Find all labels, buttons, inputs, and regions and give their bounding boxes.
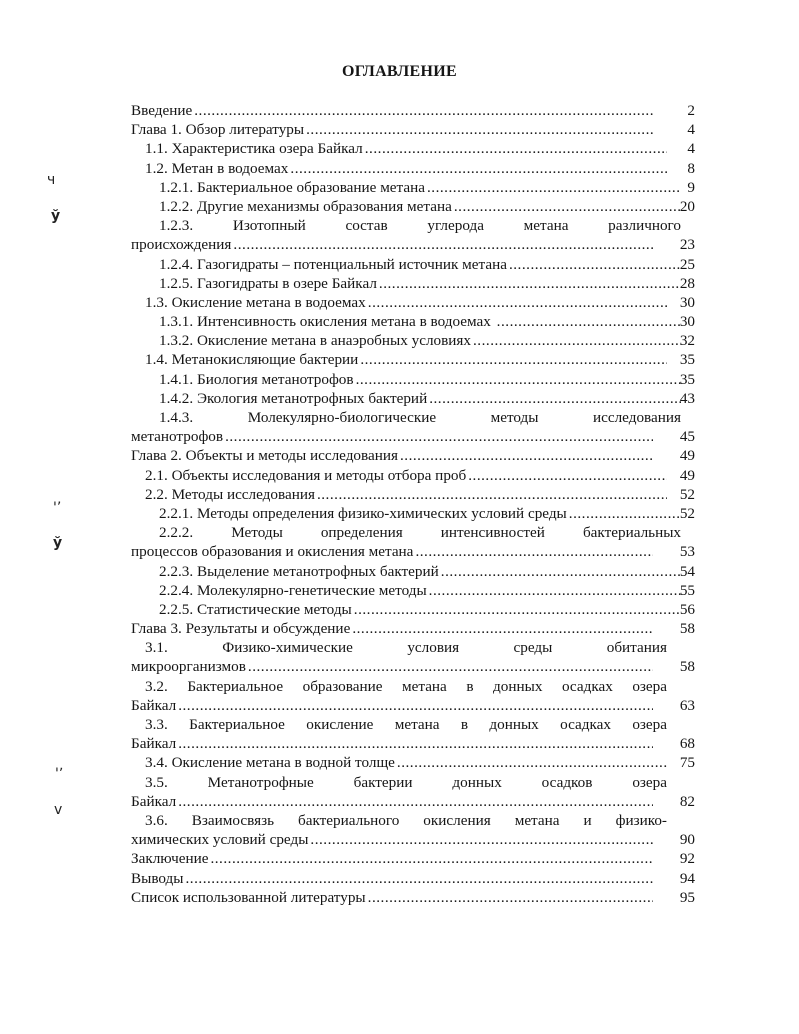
dot-leader [304,120,653,139]
toc-entry [131,485,695,504]
toc-entry-continuation: метанотрофов [131,428,224,446]
toc-page-number: 52 [679,485,695,503]
toc-page-number: 55 [679,581,695,599]
toc-entry-title: 2.2.3. Выделение метанотрофных бактерий [159,562,439,580]
toc-entry-title: 2.2. Методы исследования [145,485,315,503]
toc-page-number: 35 [679,370,695,388]
dot-leader [352,600,681,619]
toc-entry [131,312,695,331]
toc-entry [131,773,695,811]
toc-entry-title: 2.1. Объекты исследования и методы отбора проб [145,466,467,484]
dot-leader [184,869,654,888]
toc-entry-title: 3.4. Окисление метана в водной толще [145,754,395,772]
dot-leader [439,562,681,581]
toc-entry [131,101,695,120]
dot-leader [427,581,681,600]
toc-page-number: 45 [679,428,695,446]
toc-entry-title: 1.3. Окисление метана в водоемах [145,293,366,311]
toc-entry-title: 1.4.3. Молекулярно-биологические методы исследования [159,409,681,426]
dot-leader [466,466,667,485]
toc-entry [131,389,695,408]
dot-leader [358,350,667,369]
dot-leader [315,485,667,504]
toc-entry-title: 3.5. Метанотрофные бактерии донных осадков озера [145,773,667,791]
dot-leader [176,696,653,715]
toc-entry-continuation: Байкал [131,735,177,753]
toc-page-number: 54 [679,562,695,580]
toc-entry-title: 2.2.2. Методы определения интенсивностей бактериальных [159,524,681,542]
toc-entry-continuation: Байкал [131,792,177,810]
dot-leader [413,542,653,561]
toc-page-number: 23 [679,236,695,254]
toc-page-number: 52 [679,504,695,522]
toc-entry-title: 1.2.4. Газогидраты – потенциальный источник метана [159,255,507,273]
toc-entry-title: 3.3. Бактериальное окисление метана в донных осадках озера [145,716,667,733]
margin-mark: ч [47,172,56,188]
toc-page-number: 35 [679,351,695,369]
toc-page-number: 75 [679,754,695,772]
toc-entry [131,197,695,216]
toc-page-number: 53 [679,543,695,561]
toc-entry [131,753,695,772]
toc-page-number: 8 [687,159,695,177]
toc-page-number: 92 [679,850,695,868]
dot-leader [231,235,653,254]
toc-entry-title: 1.4. Метанокисляющие бактерии [145,351,359,369]
toc-page-number: 49 [679,466,695,484]
dot-leader [495,312,681,331]
toc-page-number: 20 [679,197,695,215]
dot-leader [366,293,667,312]
toc-entry-continuation: микроорганизмов [131,658,246,676]
toc-page-number: 68 [679,735,695,753]
toc-entry [131,466,695,485]
dot-leader [427,389,681,408]
toc-entry [131,255,695,274]
toc-page-number: 2 [687,102,695,119]
dot-leader [246,657,653,676]
toc-entry-title: 1.4.1. Биология метанотрофов [159,370,354,388]
toc-page-number: 43 [679,389,695,407]
toc-entry [131,638,695,676]
dot-leader [354,370,681,389]
toc-entry [131,677,695,715]
dot-leader [363,139,667,158]
toc-entry-title: 2.2.4. Молекулярно-генетические методы [159,581,427,599]
toc-page-number: 95 [679,888,695,906]
toc-entry [131,581,695,600]
toc-page-number: 58 [679,620,695,638]
toc-page-number: 49 [679,447,695,465]
toc-entry-title: 1.3.1. Интенсивность окисления метана в водоемах [159,313,495,331]
toc-entry [131,811,695,849]
toc-entry-title: Введение [131,102,193,119]
toc-entry [131,370,695,389]
toc-entry-continuation: происхождения [131,236,232,254]
toc-entry [131,350,695,369]
dot-leader [288,159,667,178]
toc-entry-title: 3.1. Физико-химические условия среды обитания [145,639,667,657]
dot-leader [366,888,653,907]
dot-leader [208,849,653,868]
dot-leader [452,197,681,216]
toc-entry [131,523,695,561]
toc-entry [131,159,695,178]
dot-leader [377,274,681,293]
dot-leader [176,792,653,811]
toc-entry-title: 3.2. Бактериальное образование метана в донных осадках озера [145,677,667,695]
toc-page-number: 4 [687,140,695,158]
toc-entry-title: 1.2.3. Изотопный состав углерода метана различного [159,217,681,235]
toc-entry-title: 1.1. Характеристика озера Байкал [145,140,363,158]
dot-leader [176,734,653,753]
toc-entry-title: 1.4.2. Экология метанотрофных бактерий [159,389,428,407]
dot-leader [471,331,681,350]
toc-entry [131,619,695,638]
toc-entry-title: 2.2.5. Статистические методы [159,600,352,618]
dot-leader [308,830,653,849]
toc-entry [131,408,695,446]
dot-leader [398,446,653,465]
toc-page-number: 4 [687,121,695,139]
dot-leader [192,101,653,120]
toc-entry-title: 1.2.1. Бактериальное образование метана [159,178,425,196]
toc-entry-title: 1.2. Метан в водоемах [145,159,289,177]
toc-page-number: 30 [679,293,695,311]
margin-mark: ⅴ [54,802,63,818]
toc-page-number: 30 [679,313,695,331]
toc-page-number: 58 [679,658,695,676]
toc-entry [131,562,695,581]
table-of-contents [131,101,695,907]
toc-entry [131,331,695,350]
toc-entry-title: 1.2.5. Газогидраты в озере Байкал [159,274,377,292]
margin-mark: ў [51,208,61,224]
toc-entry [131,293,695,312]
toc-page-number: 94 [679,869,695,887]
toc-entry-title: 1.2.2. Другие механизмы образования метана [159,197,452,215]
toc-entry-title: 3.6. Взаимосвязь бактериального окисления метана и физико- [145,811,667,829]
margin-mark: 'ʼ [55,766,64,782]
margin-mark: ў [53,535,63,551]
toc-entry-title: Глава 2. Объекты и методы исследования [131,447,398,465]
toc-entry [131,216,695,254]
toc-entry [131,888,695,907]
toc-entry-title: Глава 1. Обзор литературы [131,121,305,139]
toc-page-number: 90 [679,831,695,849]
toc-entry-title: 2.2.1. Методы определения физико-химических условий среды [159,504,567,522]
toc-entry [131,715,695,753]
toc-entry-title: Глава 3. Результаты и обсуждение [131,620,351,638]
toc-entry [131,504,695,523]
toc-page-number: 56 [679,600,695,618]
toc-entry [131,869,695,888]
toc-entry-continuation: Байкал [131,696,177,714]
toc-entry-title: Выводы [131,869,184,887]
toc-entry [131,600,695,619]
toc-entry [131,139,695,158]
toc-entry [131,446,695,465]
toc-entry [131,274,695,293]
toc-page-number: 25 [679,255,695,273]
toc-entry-title: 1.3.2. Окисление метана в анаэробных условиях [159,332,471,350]
toc-page-number: 32 [679,332,695,350]
toc-page-number: 82 [679,792,695,810]
margin-mark: '’ [53,500,62,516]
toc-entry-title: Заключение [131,850,209,868]
dot-leader [350,619,653,638]
toc-entry [131,849,695,868]
toc-entry [131,178,695,197]
toc-page-number: 9 [687,178,695,196]
toc-entry-continuation: процессов образования и окисления метана [131,543,414,561]
dot-leader [425,178,681,197]
toc-page-number: 28 [679,274,695,292]
toc-page-number: 63 [679,696,695,714]
dot-leader [395,753,667,772]
toc-entry-title: Список использованной литературы [131,888,366,906]
page-title: ОГЛАВЛЕНИЕ [342,63,457,80]
toc-entry-continuation: химических условий среды [131,831,309,849]
dot-leader [223,427,653,446]
toc-entry [131,120,695,139]
